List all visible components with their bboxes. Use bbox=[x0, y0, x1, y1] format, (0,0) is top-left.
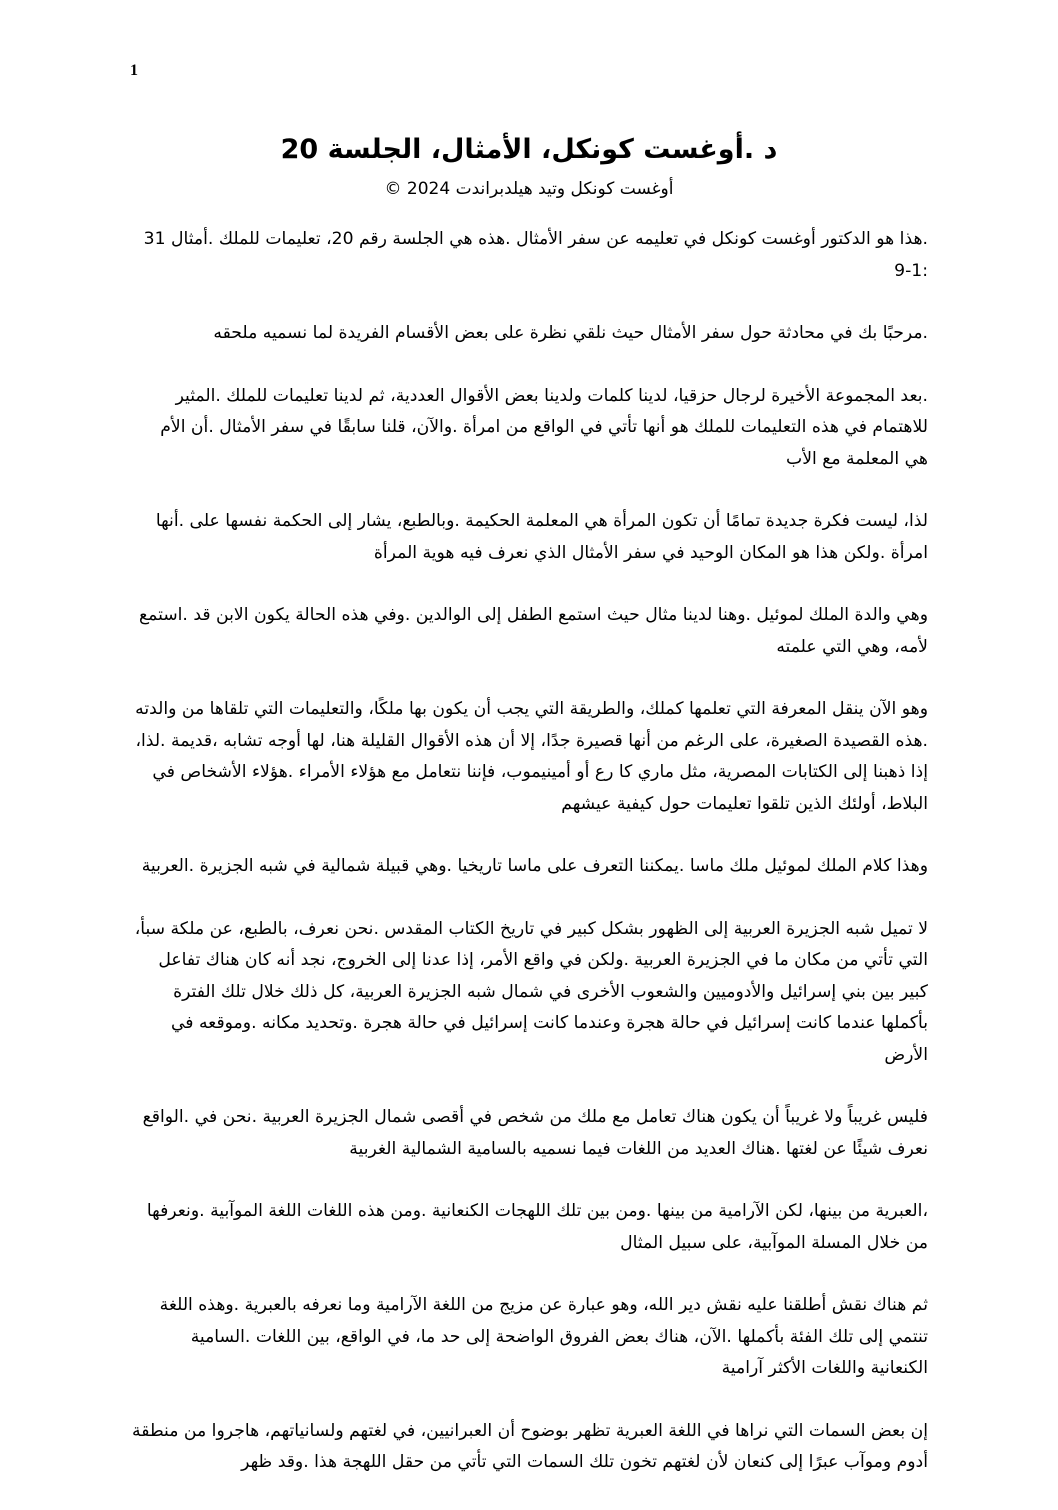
body-text bbox=[132, 224, 928, 1510]
paragraph: .بعد المجموعة الأخيرة لرجال حزقيا، لدينا كلمات ولدينا بعض الأقوال العددية، ثم لدينا تعليمات للملك .المثير للاهتمام في هذه التعليمات للملك هو أنها تأتي في الواقع من امرأة .والآن، قلنا سابقًا في سفر الأمثال .أن الأم هي المعلمة مع الأب bbox=[160, 385, 928, 469]
document-subtitle: أوغست كونكل وتيد هيلدبراندت 2024 © bbox=[384, 179, 674, 199]
paragraph: وهي والدة الملك لموئيل .وهنا لدينا مثال حيث استمع الطفل إلى الوالدين .وفي هذه الحالة يكون الابن قد .استمع لأمه، وهي التي علمته bbox=[138, 605, 928, 657]
paragraph: وهذا كلام الملك لموئيل ملك ماسا .يمكننا التعرف على ماسا تاريخيا .وهي قبيلة شمالية في شبه الجزيرة .العربية bbox=[141, 856, 928, 876]
page-number: 1 bbox=[130, 62, 138, 79]
paragraph: لذا، ليست فكرة جديدة تمامًا أن تكون المرأة هي المعلمة الحكيمة .وبالطبع، يشار إلى الحكمة نفسها على .أنها امرأة .ولكن هذا هو المكان الوحيد في سفر الأمثال الذي نعرف فيه هوية المرأة bbox=[155, 511, 928, 563]
paragraph: إن بعض السمات التي نراها في اللغة العبرية تظهر بوضوح أن العبرانيين، في لغتهم ولسانياتهم، هاجروا من منطقة أدوم وموآب عبرًا إلى كنعان لأن لغتهم تخون تلك السمات التي تأتي من حقل اللهجة هذا .وقد ظهر bbox=[132, 1420, 928, 1472]
paragraph: ثم هناك نقش أطلقنا عليه نقش دير الله، وهو عبارة عن مزيج من اللغة الآرامية وما نعرفه بالعبرية .وهذه اللغة تنتمي إلى تلك الفئة بأكملها .الآن، هناك بعض الفروق الواضحة إلى حد ما، في الواقع، بين اللغات .السامية الكنعانية واللغات الأكثر آرامية bbox=[159, 1295, 928, 1378]
paragraph: ،العبرية من بينها، لكن الآرامية من بينها .ومن بين تلك اللهجات الكنعانية .ومن هذه اللغات اللغة الموآبية .ونعرفها من خلال المسلة الموآبية، على سبيل المثال bbox=[146, 1201, 928, 1253]
paragraph: وهو الآن ينقل المعرفة التي تعلمها كملك، والطريقة التي يجب أن يكون بها ملكًا، والتعليمات التي تلقاها من والدته .هذه القصيدة الصغيرة، على الرغم من أنها قصيرة جدًا، إلا أن هذه الأقوال القليلة هنا، لها أوجه تشابه ،قديمة .لذا، إذا ذهبنا إلى الكتابات المصرية، مثل ماري كا رع أو أمينيموب، فإننا نتعامل مع هؤلاء الأمراء .هؤلاء الأشخاص في البلاط، أولئك الذين تلقوا تعليمات حول كيفية عيشهم bbox=[135, 699, 928, 814]
document-title: د .أوغست كونكل، الأمثال، الجلسة 20 bbox=[280, 134, 778, 165]
paragraph: .مرحبًا بك في محادثة حول سفر الأمثال حيث نلقي نظرة على بعض الأقسام الفريدة لما نسميه ملحقه bbox=[213, 323, 928, 343]
paragraph: لا تميل شبه الجزيرة العربية إلى الظهور بشكل كبير في تاريخ الكتاب المقدس .نحن نعرف، بالطبع، عن ملكة سبأ، التي تأتي من مكان ما في الجزيرة العربية .ولكن في واقع الأمر، إذا عدنا إلى الخروج، نجد أنه كان هناك تفاعل كبير بين بني إسرائيل والأدوميين والشعوب الأخرى في شمال شبه الجزيرة العربية، كل ذلك خلال تلك الفترة بأكملها عندما كانت إسرائيل في حالة هجرة وعندما كانت إسرائيل في حالة هجرة .وتحديد مكانه .وموقعه في الأرض bbox=[134, 918, 928, 1065]
paragraph: .هذا هو الدكتور أوغست كونكل في تعليمه عن سفر الأمثال .هذه هي الجلسة رقم 20، تعليمات للملك .أمثال 31 :1-9 bbox=[143, 229, 928, 281]
paragraph: فليس غريباً ولا غريباً أن يكون هناك تعامل مع ملك من شخص في أقصى شمال الجزيرة العربية .نحن في .الواقع نعرف شيئًا عن لغتها .هناك العديد من اللغات فيما نسميه بالسامية الشمالية الغربية bbox=[142, 1107, 928, 1159]
